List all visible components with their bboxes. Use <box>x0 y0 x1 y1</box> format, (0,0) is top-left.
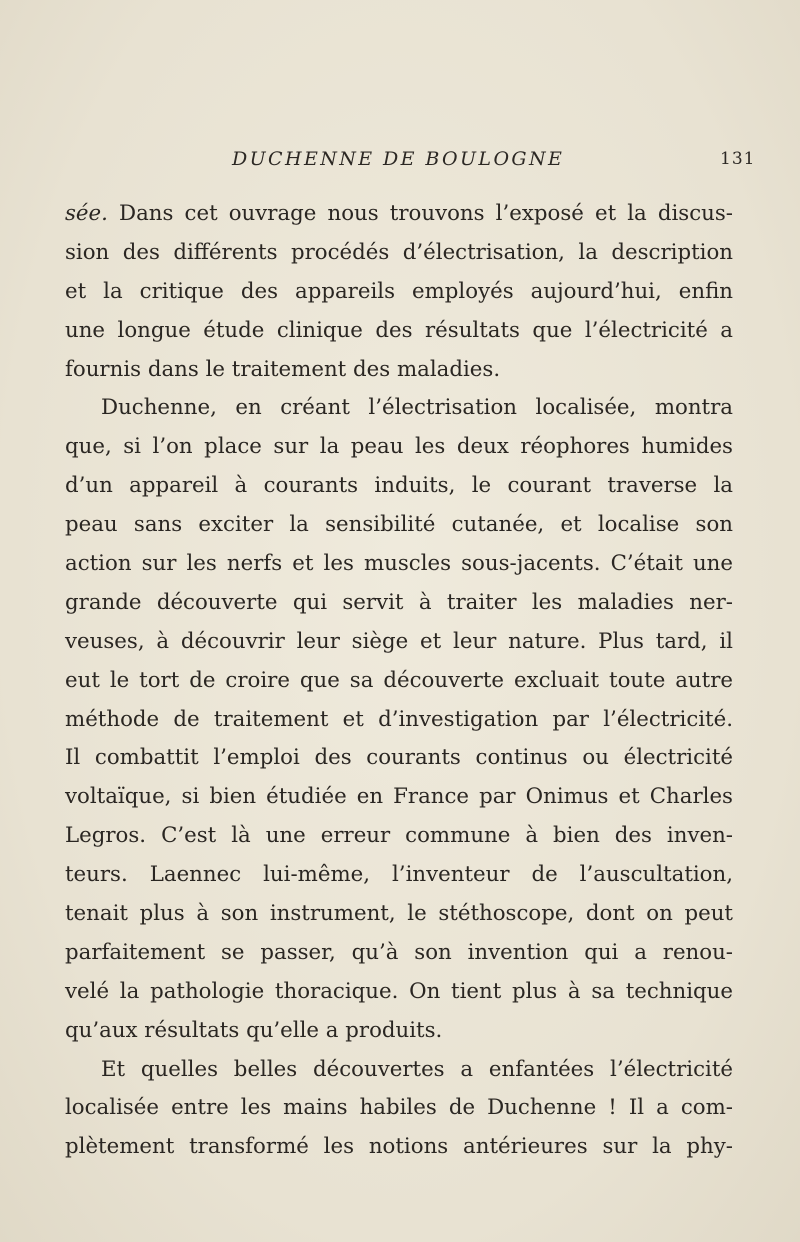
text-line: d’un appareil à courants induits, le courant traverse la <box>65 473 733 499</box>
text-line: fournis dans le traitement des maladies. <box>65 356 501 382</box>
text-line: tenait plus à son instrument, le stéthoscope, dont on peut <box>65 901 733 927</box>
italic-fragment: sée. <box>65 201 108 226</box>
running-title: DUCHENNE DE BOULOGNE <box>232 148 565 170</box>
text-line: Et quelles belles découvertes a enfantées l’électricité <box>101 1056 733 1082</box>
text-line: teurs. Laennec lui-même, l’inventeur de l’auscultation, <box>65 862 733 888</box>
text-line: velé la pathologie thoracique. On tient plus à sa technique <box>65 978 733 1004</box>
text-line: localisée entre les mains habiles de Duchenne ! Il a com- <box>65 1095 733 1121</box>
text-line: voltaïque, si bien étudiée en France par Onimus et Charles <box>65 784 733 810</box>
body-text <box>65 195 733 1167</box>
text-line: que, si l’on place sur la peau les deux réophores humides <box>65 434 733 460</box>
text-line: parfaitement se passer, qu’à son invention qui a renou- <box>65 939 733 965</box>
text-line: eut le tort de croire que sa découverte excluait toute autre <box>65 667 733 693</box>
text-line: qu’aux résultats qu’elle a produits. <box>65 1017 443 1043</box>
text-line: Legros. C’est là une erreur commune à bien des inven- <box>65 823 733 849</box>
text-line: action sur les nerfs et les muscles sous-jacents. C’était une <box>65 551 733 577</box>
text-line: plètement transformé les notions antérieures sur la phy- <box>65 1134 733 1160</box>
text-line: Il combattit l’emploi des courants continus ou électricité <box>65 745 733 771</box>
page-number: 131 <box>720 149 756 169</box>
text-line: peau sans exciter la sensibilité cutanée, et localise son <box>65 512 733 538</box>
text-line: sée. Dans cet ouvrage nous trouvons l’exposé et la discus- <box>65 201 733 226</box>
text-line: méthode de traitement et d’investigation par l’électricité. <box>65 706 733 732</box>
text-line: et la critique des appareils employés aujourd’hui, enfin <box>65 278 733 304</box>
text-line: grande découverte qui servit à traiter les maladies ner- <box>65 589 733 615</box>
text-line: Duchenne, en créant l’électrisation localisée, montra <box>101 395 733 421</box>
text-line: veuses, à découvrir leur siège et leur nature. Plus tard, il <box>65 628 733 654</box>
text-line: sion des différents procédés d’électrisation, la description <box>65 239 733 265</box>
text-line: une longue étude clinique des résultats que l’électricité a <box>65 317 733 343</box>
running-head <box>0 148 800 178</box>
